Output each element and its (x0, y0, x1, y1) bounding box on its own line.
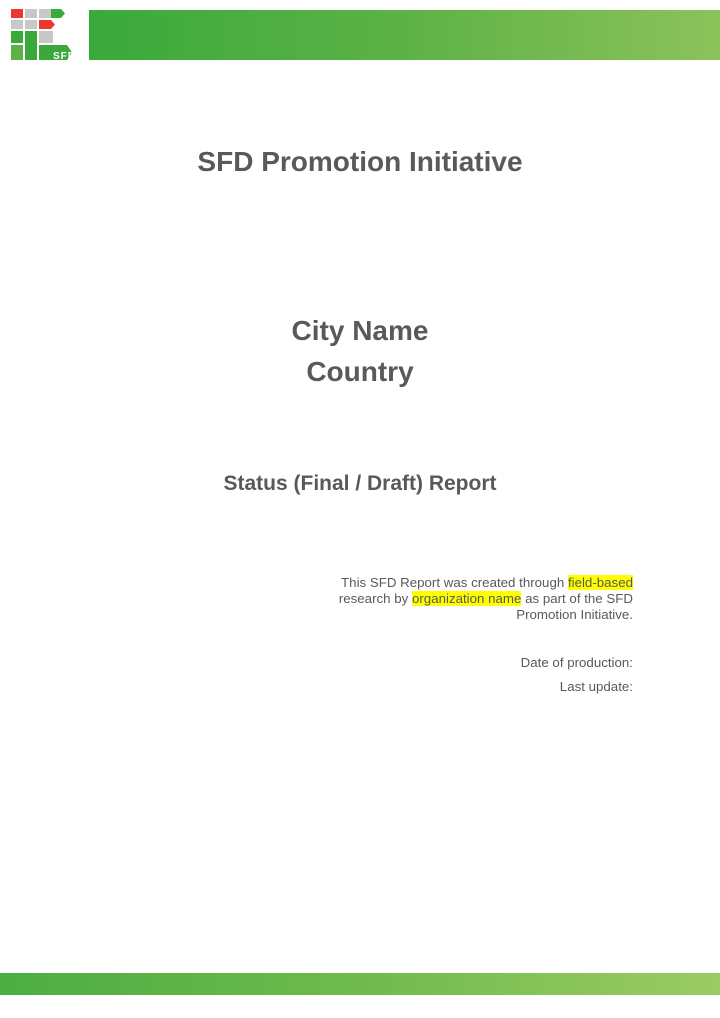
highlight-field-based: field-based (567, 575, 633, 590)
report-status: Status (Final / Draft) Report (223, 472, 497, 495)
date-of-production: Date of production: (520, 655, 633, 670)
city-block (0, 310, 720, 392)
document-title: SFD Promotion Initiative (197, 146, 523, 177)
last-update: Last update: (559, 679, 633, 694)
credit-text-3: as part of the SFD Promotion Initiative. (516, 591, 633, 622)
country-name: Country (306, 356, 414, 387)
credit-text-2: research by (338, 591, 412, 606)
header-bar (89, 10, 720, 60)
highlight-organization-name: organization name (411, 591, 522, 606)
logo-text: SFD (53, 51, 76, 62)
dates-block (333, 651, 633, 699)
credit-paragraph (313, 575, 633, 623)
sfd-logo (11, 9, 76, 62)
footer-bar (0, 973, 720, 995)
credit-text-1: This SFD Report was created through (341, 575, 568, 590)
city-name: City Name (291, 315, 429, 346)
